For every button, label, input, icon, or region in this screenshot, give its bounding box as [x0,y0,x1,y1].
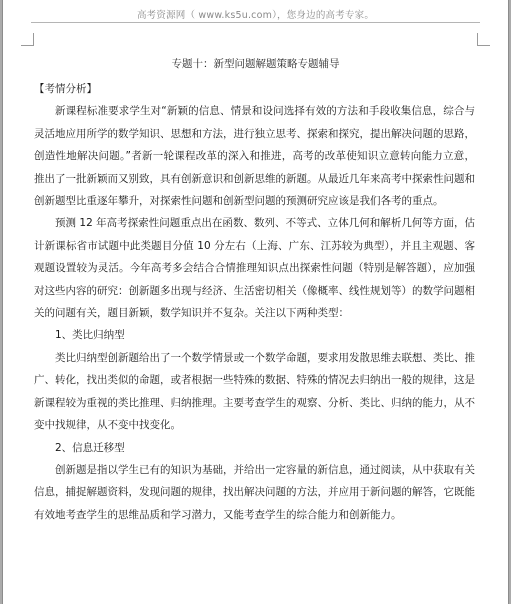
margin-corner-mark-right [477,33,490,46]
header-rule [31,22,480,23]
paragraph-intro: 新课程标准要求学生对“新颖的信息、情景和设问选择有效的方法和手段收集信息，综合与灵活地应用所学的数学知识、思想和方法，进行独立思考、探索和探究，提出解决问题的思路，创造性地解决问题。”者新一轮课程改革的深入和推进，高考的改革使知识立意转向能力立意，推出了一批新颖而又别致，具有创新意识和创新思维的新题。从最近几年来高考中探索性问题和创新题型比重逐年攀升，对探索性问题和创新型问题的预测研究应该是我们各考的重点。 [34,105,475,208]
document-page [2,0,509,604]
document-body [34,78,475,526]
paragraph-prediction: 预测 12 年高考探索性问题重点出在函数、数列、不等式、立体几何和解析几何等方面，估计新课标省市试题中此类题目分值 10 分左右（上海、广东、江苏较为典型），并且主观题、客观题设置较为灵活。今年高考多会结合合情推理知识点出探索性问题（特别是解答题），应加强对这些内容的研究：创新题多出现与经济、生活密切相关（像概率、线性规划等）的数学问题相关的问题有关，题目新颖，数学知识并不复杂。关注以下两种类型： [34,217,475,320]
paragraph-analogy: 类比归纳型创新题给出了一个数学情景或一个数学命题，要求用发散思维去联想、类比、推广、转化，找出类似的命题，或者根据一些特殊的数据、特殊的情况去归纳出一般的规律，这是新课程较为重视的类比推理、归纳推理。主要考查学生的观察、分析、类比、归纳的能力，从不变中找规律，从不变中找变化。 [34,351,475,432]
section-heading: 【考情分析】 [34,83,97,95]
subheading-info-transfer: 2、信息迁移型 [55,441,125,454]
page-header: 高考资源网（ www.ks5u.com），您身边的高考专家。 [136,10,375,21]
margin-corner-mark-left [21,33,34,46]
paragraph-info-transfer: 创新题是指以学生已有的知识为基础，并给出一定容量的新信息，通过阅读，从中获取有关信息，捕捉解题资料，发现问题的规律，找出解决问题的方法，并应用于新问题的解答，它既能有效地考查学生的思维品质和学习潜力，又能考查学生的综合能力和创新能力。 [34,463,475,521]
subheading-analogy: 1、类比归纳型 [55,329,125,342]
document-title: 专题十：新型问题解题策略专题辅导 [171,58,340,70]
